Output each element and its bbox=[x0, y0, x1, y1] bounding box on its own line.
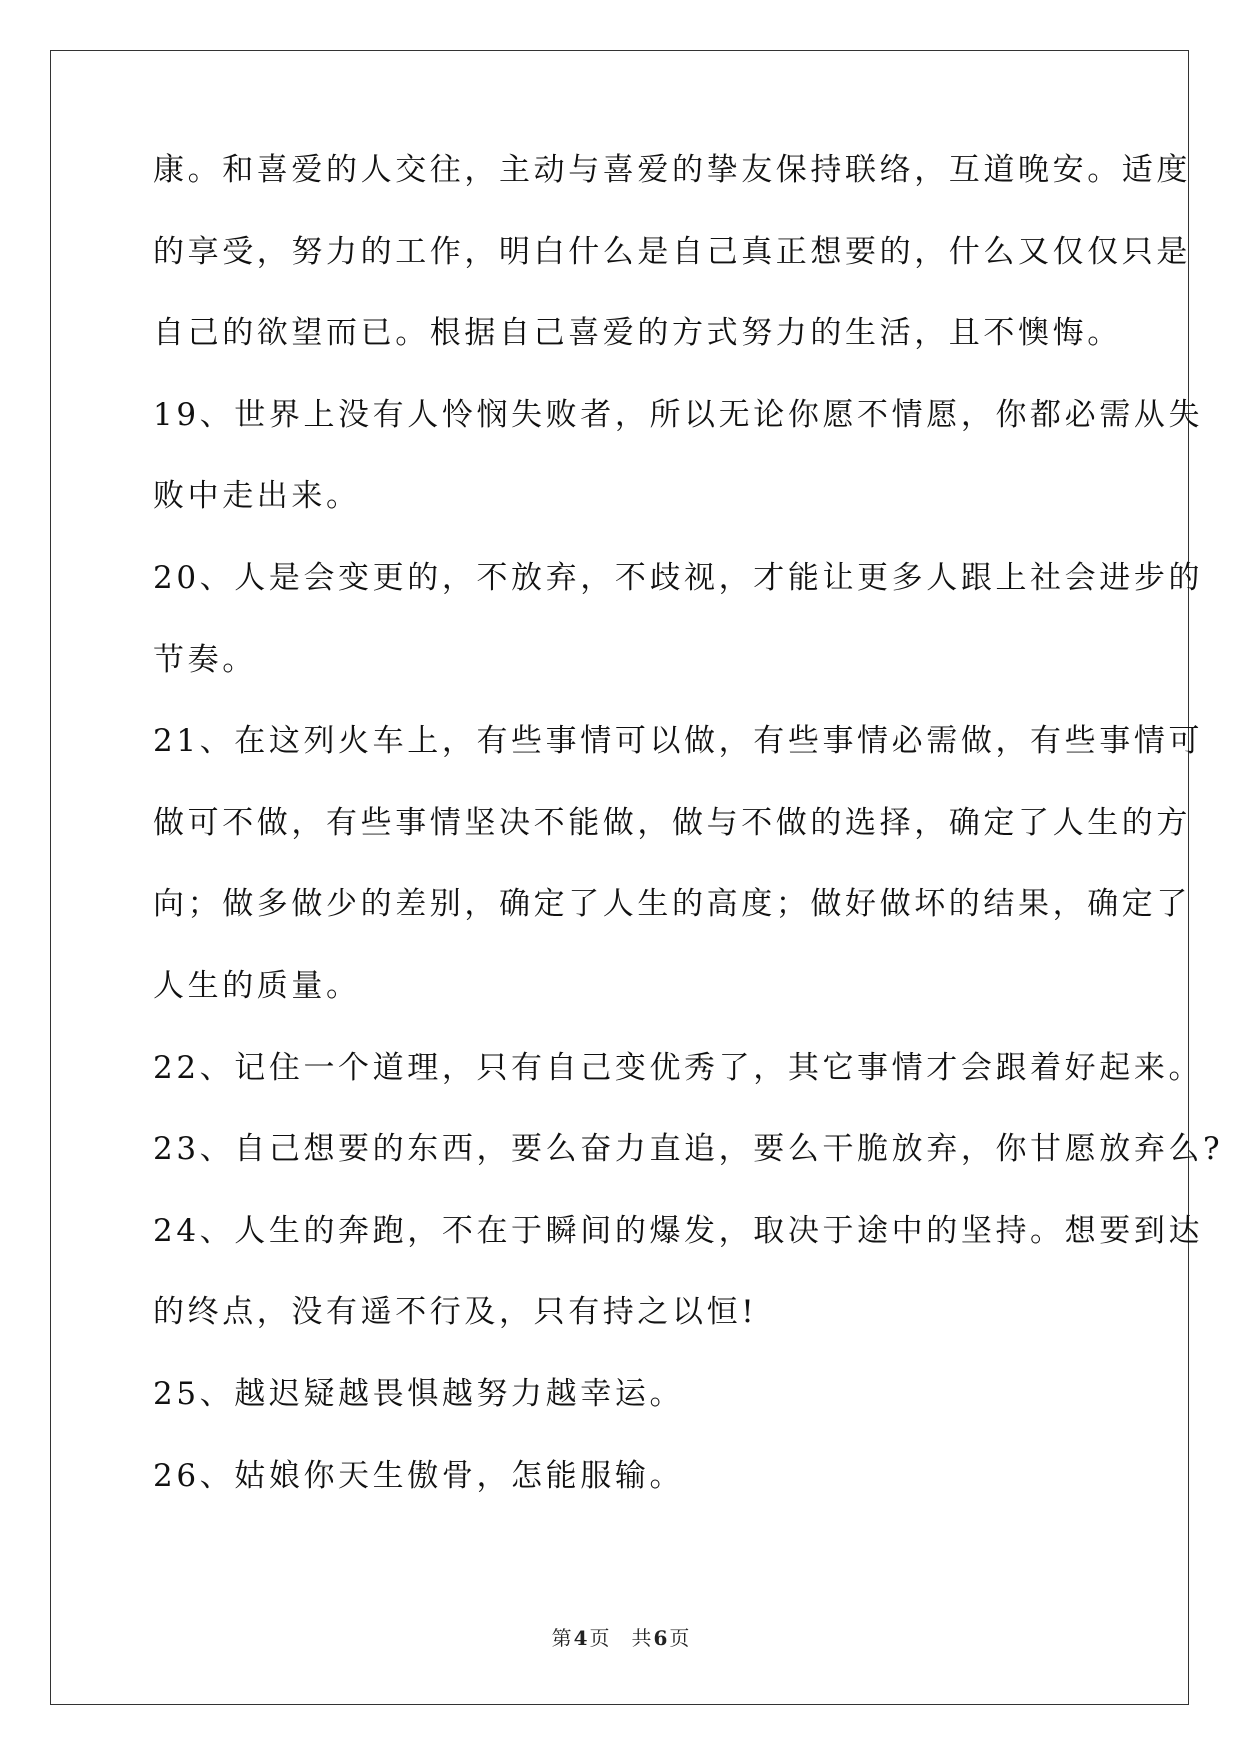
text-line: 节奏。 bbox=[153, 641, 257, 678]
total-pages-number: 6 bbox=[653, 1626, 668, 1650]
text-line: 向；做多做少的差别，确定了人生的高度；做好做坏的结果，确定了 bbox=[153, 886, 1191, 923]
text-line: 20、人是会变更的，不放弃，不歧视，才能让更多人跟上社会进步的 bbox=[153, 559, 1204, 596]
document-body bbox=[153, 152, 1224, 1539]
text-line: 败中走出来。 bbox=[153, 478, 361, 515]
text-line: 自己的欲望而已。根据自己喜爱的方式努力的生活，且不懊悔。 bbox=[153, 315, 1122, 352]
page-footer bbox=[0, 1622, 1241, 1651]
text-line: 25、越迟疑越畏惧越努力越幸运。 bbox=[153, 1375, 685, 1412]
text-line: 26、姑娘你天生傲骨，怎能服输。 bbox=[153, 1457, 685, 1494]
text-line: 24、人生的奔跑，不在于瞬间的爆发，取决于途中的坚持。想要到达 bbox=[153, 1212, 1204, 1249]
total-pages-prefix: 共 bbox=[631, 1626, 652, 1650]
text-line: 22、记住一个道理，只有自己变优秀了，其它事情才会跟着好起来。 bbox=[153, 1049, 1204, 1086]
text-line: 的终点，没有遥不行及，只有持之以恒! bbox=[153, 1294, 758, 1331]
text-line: 做可不做，有些事情坚决不能做，做与不做的选择，确定了人生的方 bbox=[153, 804, 1191, 841]
text-line: 人生的质量。 bbox=[153, 967, 361, 1004]
total-pages-suffix: 页 bbox=[669, 1626, 690, 1650]
page-number-suffix: 页 bbox=[589, 1626, 610, 1650]
text-line: 康。和喜爱的人交往，主动与喜爱的挚友保持联络，互道晚安。适度 bbox=[153, 152, 1191, 188]
text-line: 23、自己想要的东西，要么奋力直追，要么干脆放弃，你甘愿放弃么? bbox=[153, 1131, 1224, 1168]
current-page-number: 4 bbox=[573, 1626, 588, 1650]
text-line: 21、在这列火车上，有些事情可以做，有些事情必需做，有些事情可 bbox=[153, 723, 1204, 760]
text-line: 的享受，努力的工作，明白什么是自己真正想要的，什么又仅仅只是 bbox=[153, 233, 1191, 270]
text-line: 19、世界上没有人怜悯失败者，所以无论你愿不情愿，你都必需从失 bbox=[153, 396, 1204, 433]
page-number-prefix: 第 bbox=[551, 1626, 572, 1650]
